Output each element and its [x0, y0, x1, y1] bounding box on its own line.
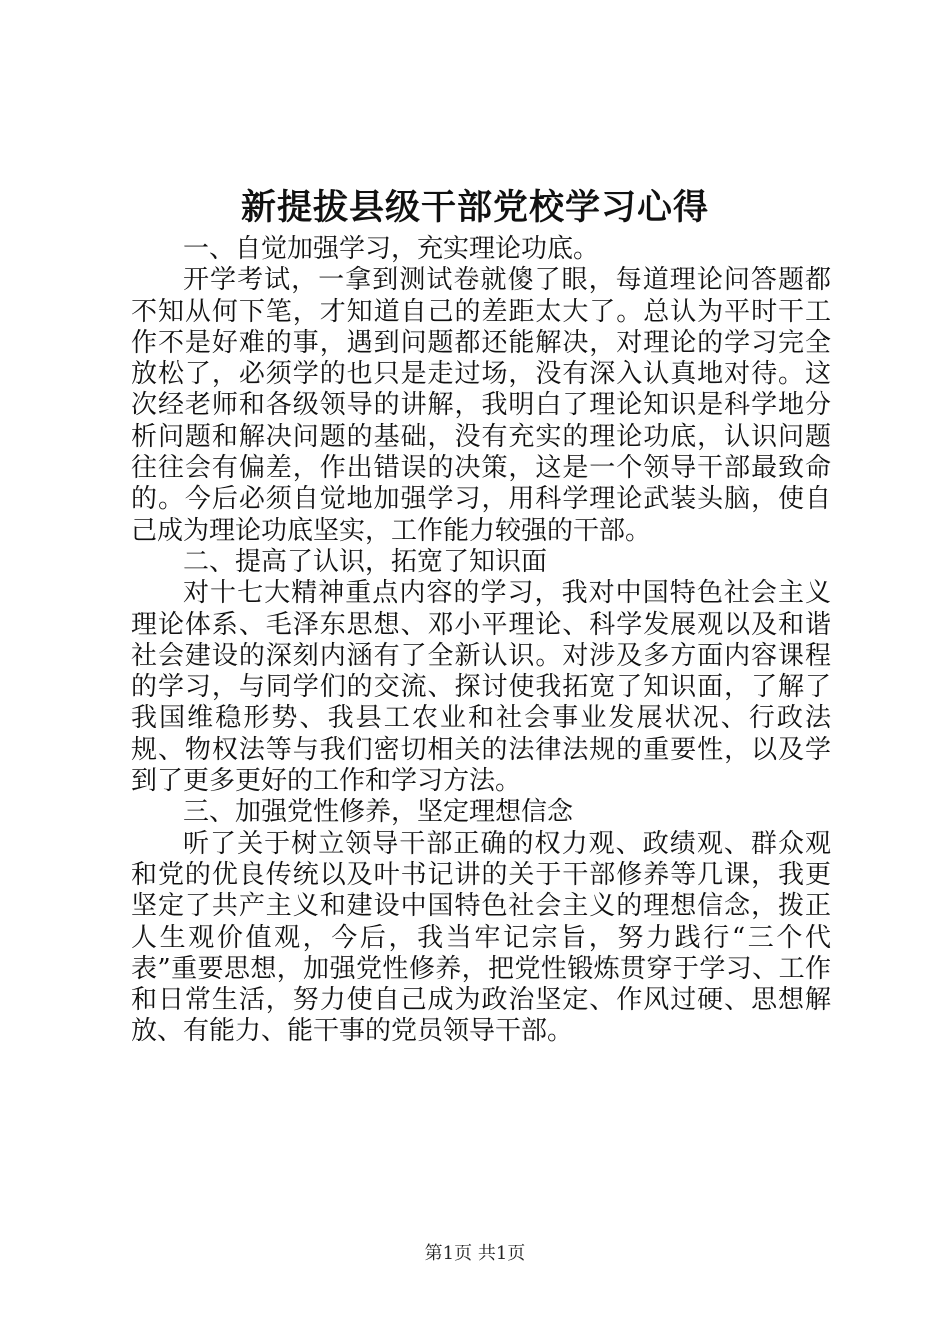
section-heading-3: 三、加强党性修养，坚定理想信念	[183, 797, 574, 828]
document-title: 新提拔县级干部党校学习心得	[240, 187, 709, 228]
page-footer: 第1页 共1页	[424, 1243, 526, 1264]
body-paragraph-2: 对十七大精神重点内容的学习，我对中国特色社会主义理论体系、毛泽东思想、邓小平理论、科学发展观以及和谐社会建设的深刻内涵有了全新认识。对涉及多方面内容课程的学习，与同学们的交流、探讨使我拓宽了知识面，了解了我国维稳形势、我县工农业和社会事业发展状况、行政法规、物权法等与我们密切相关的法律法规的重要性，以及学到了更多更好的工作和学习方法。	[131, 578, 831, 797]
section-heading-1: 一、自觉加强学习，充实理论功底。	[183, 234, 600, 264]
body-paragraph-3: 听了关于树立领导干部正确的权力观、政绩观、群众观和党的优良传统以及叶书记讲的关于干部修养等几课，我更坚定了共产主义和建设中国特色社会主义的理想信念，拨正人生观价值观，今后，我当牢记宗旨，努力践行“三个代表”重要思想，加强党性修养，把党性锻炼贯穿于学习、工作和日常生活，努力使自己成为政治坚定、作风过硬、思想解放、有能力、能干事的党员领导干部。	[131, 828, 831, 1047]
body-paragraph-1: 开学考试，一拿到测试卷就傻了眼，每道理论问答题都不知从何下笔，才知道自己的差距太大了。总认为平时干工作不是好难的事，遇到问题都还能解决，对理论的学习完全放松了，必须学的也只是走过场，没有深入认真地对待。这次经老师和各级领导的讲解，我明白了理论知识是科学地分析问题和解决问题的基础，没有充实的理论功底，认识问题往往会有偏差，作出错误的决策，这是一个领导干部最致命的。今后必须自觉地加强学习，用科学理论武装头脑，使自己成为理论功底坚实，工作能力较强的干部。	[131, 265, 831, 546]
document-body	[131, 234, 831, 1048]
section-heading-2: 二、提高了认识，拓宽了知识面	[183, 546, 548, 577]
